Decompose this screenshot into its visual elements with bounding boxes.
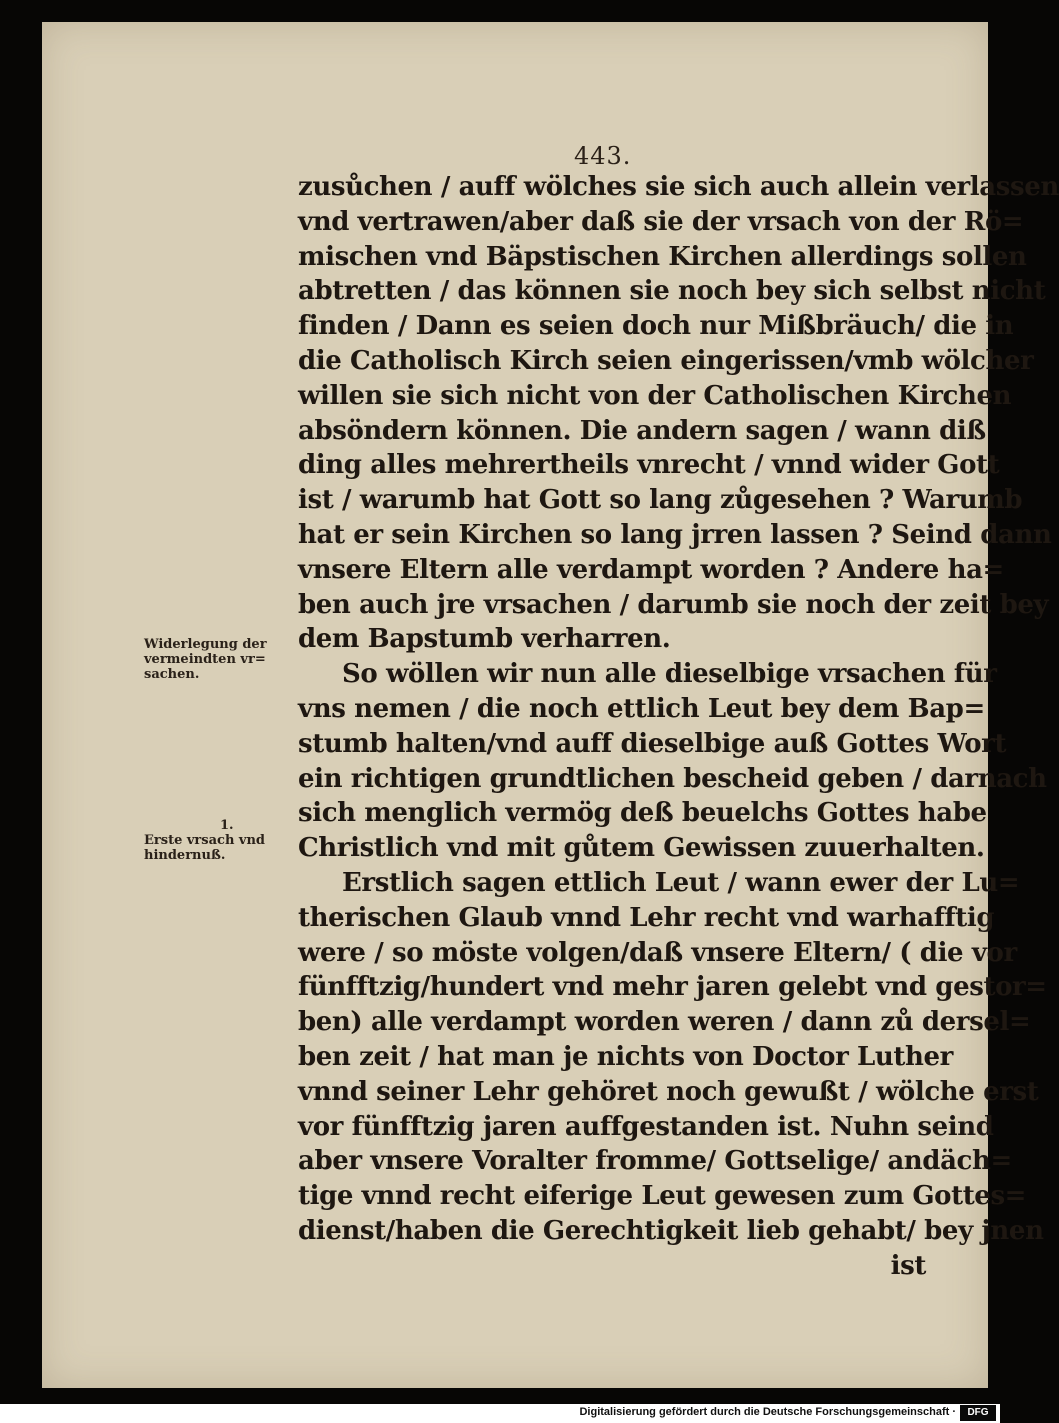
text-line: abtretten / das können sie noch bey sich selbst nicht bbox=[298, 276, 1046, 307]
text-line: vnd vertrawen/aber daß sie der vrsach von der Rö= bbox=[298, 206, 1024, 237]
text-line: stumb halten/vnd auff dieselbige auß Gottes Wort bbox=[298, 728, 1007, 759]
text-line: mischen vnd Bäpstischen Kirchen allerdings sollen bbox=[298, 241, 1027, 272]
marginal-line: sachen. bbox=[144, 667, 200, 682]
text-line: zusůchen / auff wölches sie sich auch allein verlassen bbox=[298, 172, 1059, 202]
marginal-line: hindernuß. bbox=[144, 848, 226, 863]
text-line: willen sie sich nicht von der Catholischen Kirchen bbox=[298, 380, 1012, 411]
marginal-line: Widerlegung der bbox=[144, 637, 267, 652]
dfg-logo: DFG bbox=[960, 1405, 996, 1421]
text-line: die Catholisch Kirch seien eingerissen/vmb wölcher bbox=[298, 345, 1034, 376]
text-line: Christlich vnd mit gůtem Gewissen zuuerhalten. bbox=[298, 833, 985, 864]
footer-credit: Digitalisierung gefördert durch die Deutsche Forschungsgemeinschaft · bbox=[579, 1406, 956, 1418]
text-line: dienst/haben die Gerechtigkeit lieb gehabt/ bey jnen bbox=[298, 1215, 1044, 1246]
text-line: So wöllen wir nun alle dieselbige vrsachen für bbox=[342, 659, 997, 690]
text-line: fünfftzig/hundert vnd mehr jaren gelebt vnd gestor= bbox=[298, 972, 1047, 1003]
page-number: 443. bbox=[574, 142, 632, 170]
text-line: vnsere Eltern alle verdampt worden ? Andere ha= bbox=[298, 554, 1004, 585]
text-line: ben) alle verdampt worden weren / dann zů dersel= bbox=[298, 1007, 1031, 1038]
text-line: ding alles mehrertheils vnrecht / vnnd wider Gott bbox=[298, 450, 1000, 481]
text-line: were / so möste volgen/daß vnsere Eltern/ ( die vor bbox=[298, 937, 1017, 968]
text-line: aber vnsere Voralter fromme/ Gottselige/ andäch= bbox=[298, 1146, 1012, 1177]
text-line: finden / Dann es seien doch nur Mißbräuch/ die in bbox=[298, 311, 1014, 342]
text-line: absöndern können. Die andern sagen / wann diß bbox=[298, 415, 986, 446]
marginal-number: 1. bbox=[220, 818, 234, 833]
text-line: ist / warumb hat Gott so lang zůgesehen ? Warumb bbox=[298, 485, 1023, 516]
text-line: vor fünfftzig jaren auffgestanden ist. Nuhn seind bbox=[298, 1111, 994, 1142]
text-line: hat er sein Kirchen so lang jrren lassen ? Seind dann bbox=[298, 519, 1052, 550]
text-line: therischen Glaub vnnd Lehr recht vnd warhafftig bbox=[298, 902, 995, 933]
text-line: dem Bapstumb verharren. bbox=[298, 624, 671, 655]
text-line: vns nemen / die noch ettlich Leut bey dem Bap= bbox=[298, 693, 985, 724]
marginal-line: vermeindten vr= bbox=[144, 652, 266, 667]
text-line: Erstlich sagen ettlich Leut / wann ewer der Lu= bbox=[342, 867, 1020, 898]
text-line: vnnd seiner Lehr gehöret noch gewußt / wölche erst bbox=[298, 1076, 1039, 1107]
marginal-line: Erste vrsach vnd bbox=[144, 833, 266, 848]
text-line: ist bbox=[890, 1250, 926, 1281]
marginal-note-first-cause bbox=[144, 818, 294, 863]
text-line: sich menglich vermög deß beuelchs Gottes habe bbox=[298, 798, 987, 829]
text-line: ein richtigen grundtlichen bescheid geben / darnach bbox=[298, 763, 1047, 794]
text-line: tige vnnd recht eiferige Leut gewesen zum Gottes= bbox=[298, 1181, 1027, 1212]
text-line: ben auch jre vrsachen / darumb sie noch der zeit bey bbox=[298, 589, 1049, 620]
text-line: ben zeit / hat man je nichts von Doctor Luther bbox=[298, 1041, 953, 1072]
marginal-note-refutation bbox=[144, 637, 294, 682]
body-text bbox=[298, 170, 1059, 1284]
